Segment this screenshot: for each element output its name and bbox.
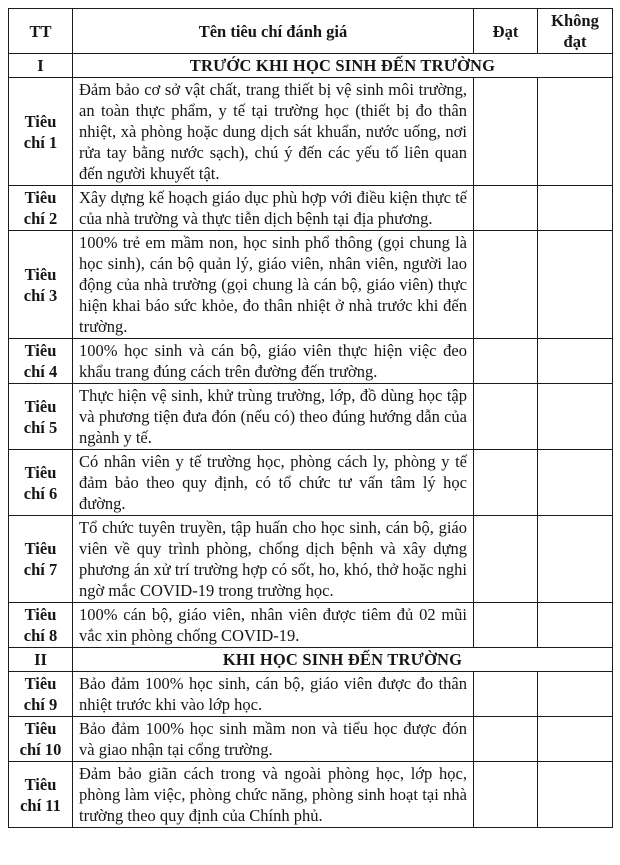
criterion-id-cell: Tiêu chí 5 — [9, 384, 73, 450]
criterion-id-cell: Tiêu chí 2 — [9, 186, 73, 231]
pass-mark-cell — [474, 717, 538, 762]
pass-mark-cell — [474, 384, 538, 450]
criterion-id-cell: Tiêu chí 8 — [9, 603, 73, 648]
criterion-id-cell: Tiêu chí 7 — [9, 516, 73, 603]
fail-mark-cell — [538, 603, 613, 648]
fail-mark-cell — [538, 516, 613, 603]
criteria-row — [9, 450, 613, 516]
criteria-row — [9, 516, 613, 603]
criteria-row — [9, 231, 613, 339]
section-row — [9, 648, 613, 672]
fail-mark-cell — [538, 231, 613, 339]
pass-mark-cell — [474, 186, 538, 231]
header-pass: Đạt — [474, 9, 538, 54]
pass-mark-cell — [474, 603, 538, 648]
criterion-id-cell: Tiêu chí 1 — [9, 78, 73, 186]
fail-mark-cell — [538, 762, 613, 828]
pass-mark-cell — [474, 78, 538, 186]
criteria-row — [9, 762, 613, 828]
table-body — [9, 54, 613, 828]
criteria-row — [9, 672, 613, 717]
fail-mark-cell — [538, 78, 613, 186]
pass-mark-cell — [474, 762, 538, 828]
fail-mark-cell — [538, 717, 613, 762]
criteria-row — [9, 78, 613, 186]
pass-mark-cell — [474, 339, 538, 384]
criterion-id-cell: Tiêu chí 6 — [9, 450, 73, 516]
table-header-row — [9, 9, 613, 54]
pass-mark-cell — [474, 516, 538, 603]
criterion-id-cell: Tiêu chí 11 — [9, 762, 73, 828]
pass-mark-cell — [474, 672, 538, 717]
criterion-id-cell: Tiêu chí 9 — [9, 672, 73, 717]
criterion-id-cell: Tiêu chí 4 — [9, 339, 73, 384]
fail-mark-cell — [538, 450, 613, 516]
section-title-cell: KHI HỌC SINH ĐẾN TRƯỜNG — [73, 648, 613, 672]
fail-mark-cell — [538, 186, 613, 231]
section-row — [9, 54, 613, 78]
criterion-text-cell: Tổ chức tuyên truyền, tập huấn cho học sinh, cán bộ, giáo viên về quy trình phòng, chống dịch bệnh và xây dựng phương án xử trí trường hợp có sốt, ho, khó, thở hoặc nghi ngờ mắc COVID-19 trong trường học. — [73, 516, 474, 603]
header-tt: TT — [9, 9, 73, 54]
criterion-text-cell: 100% học sinh và cán bộ, giáo viên thực hiện việc đeo khẩu trang đúng cách trên đường đến trường. — [73, 339, 474, 384]
fail-mark-cell — [538, 384, 613, 450]
criterion-text-cell: Có nhân viên y tế trường học, phòng cách ly, phòng y tế đảm bảo theo quy định, có tổ chức tư vấn tâm lý học đường. — [73, 450, 474, 516]
pass-mark-cell — [474, 450, 538, 516]
section-number-cell: I — [9, 54, 73, 78]
criteria-row — [9, 603, 613, 648]
criterion-id-cell: Tiêu chí 3 — [9, 231, 73, 339]
criteria-row — [9, 186, 613, 231]
header-fail: Không đạt — [538, 9, 613, 54]
criterion-text-cell: Thực hiện vệ sinh, khử trùng trường, lớp, đồ dùng học tập và phương tiện đưa đón (nếu có) theo đúng hướng dẫn của ngành y tế. — [73, 384, 474, 450]
header-criteria-name: Tên tiêu chí đánh giá — [73, 9, 474, 54]
section-number-cell: II — [9, 648, 73, 672]
criterion-text-cell: Xây dựng kế hoạch giáo dục phù hợp với điều kiện thực tế của nhà trường và thực tiễn dịch bệnh tại địa phương. — [73, 186, 474, 231]
section-title-cell: TRƯỚC KHI HỌC SINH ĐẾN TRƯỜNG — [73, 54, 613, 78]
criterion-text-cell: Đảm bảo cơ sở vật chất, trang thiết bị vệ sinh môi trường, an toàn thực phẩm, y tế tại trường học (thiết bị đo thân nhiệt, xà phòng hoặc dung dịch sát khuẩn, nước uống, nơi rửa tay bằng nước sạch), chú ý đến các yếu tố liên quan đến người khuyết tật. — [73, 78, 474, 186]
criterion-text-cell: Bảo đảm 100% học sinh mầm non và tiểu học được đón và giao nhận tại cổng trường. — [73, 717, 474, 762]
criterion-text-cell: 100% cán bộ, giáo viên, nhân viên được tiêm đủ 02 mũi vắc xin phòng chống COVID-19. — [73, 603, 474, 648]
fail-mark-cell — [538, 339, 613, 384]
criteria-row — [9, 717, 613, 762]
fail-mark-cell — [538, 672, 613, 717]
pass-mark-cell — [474, 231, 538, 339]
criterion-id-cell: Tiêu chí 10 — [9, 717, 73, 762]
criteria-row — [9, 339, 613, 384]
criterion-text-cell: 100% trẻ em mầm non, học sinh phổ thông (gọi chung là học sinh), cán bộ quản lý, giáo viên, nhân viên, người lao động của nhà trường (gọi chung là cán bộ, giáo viên) thực hiện khai báo sức khỏe, đo thân nhiệt ở nhà trước khi đến trường. — [73, 231, 474, 339]
criteria-row — [9, 384, 613, 450]
criterion-text-cell: Đảm bảo giãn cách trong và ngoài phòng học, lớp học, phòng làm việc, phòng chức năng, phòng sinh hoạt tại nhà trường theo quy định của Chính phủ. — [73, 762, 474, 828]
evaluation-criteria-table — [8, 8, 613, 828]
criterion-text-cell: Bảo đảm 100% học sinh, cán bộ, giáo viên được đo thân nhiệt trước khi vào lớp học. — [73, 672, 474, 717]
